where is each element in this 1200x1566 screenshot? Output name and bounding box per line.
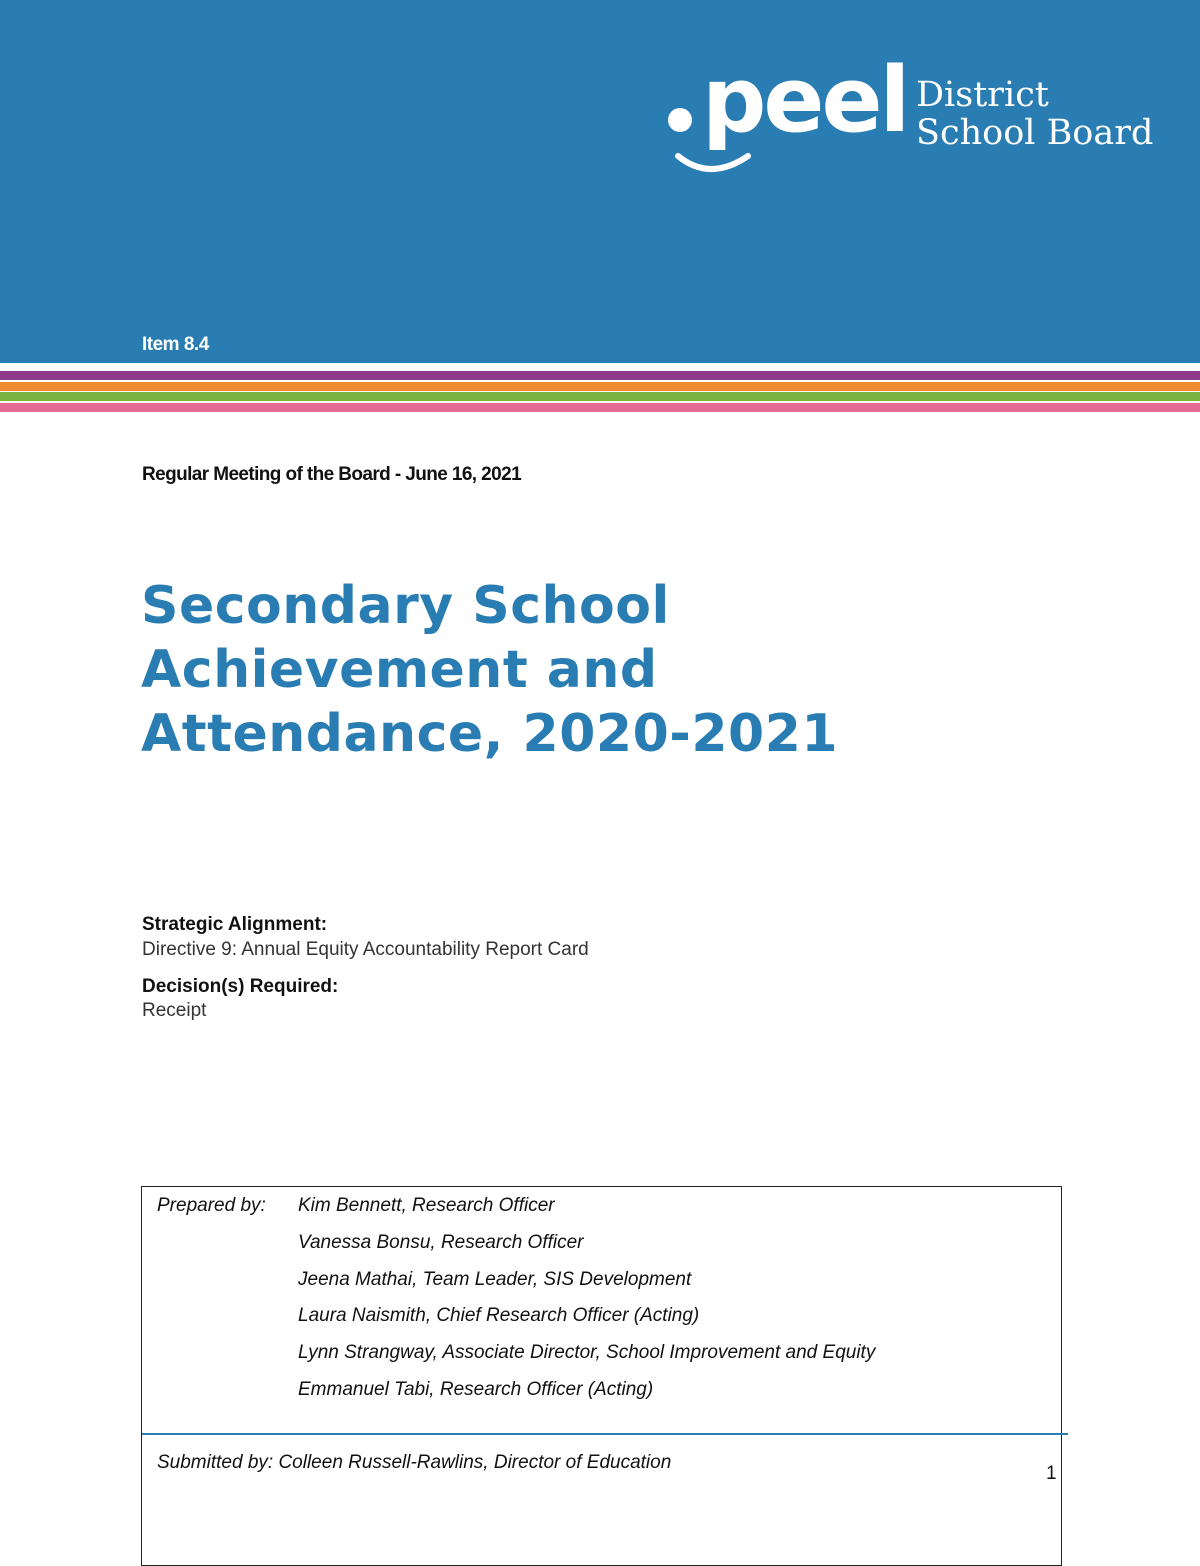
prepared-by-label: Prepared by: [157,1195,266,1216]
preparer-name: Vanessa Bonsu, Research Officer [298,1232,584,1253]
peel-logo [660,48,1160,192]
authorship-divider [142,1433,1068,1435]
title-line-3: Attendance, 2020-2021 [141,704,839,764]
logo-line-school-board: School Board [916,113,1154,153]
decision-required-value: Receipt [142,1000,207,1021]
preparer-name: Lynn Strangway, Associate Director, School Improvement and Equity [298,1342,876,1363]
title-line-1: Secondary School [141,576,670,636]
document-title [141,574,1041,766]
header-banner [0,0,1200,363]
preparer-name: Jeena Mathai, Team Leader, SIS Development [298,1269,692,1290]
stripe-purple [0,371,1200,380]
logo-wordmark: peel [702,48,908,153]
stripe-green [0,392,1200,401]
meeting-line: Regular Meeting of the Board - June 16, 2021 [142,464,522,485]
stripe-pink [0,403,1200,412]
item-number: Item 8.4 [142,334,209,355]
logo-line-district: District [916,75,1049,115]
preparer-name: Emmanuel Tabi, Research Officer (Acting) [298,1379,654,1400]
page-number: 1 [1046,1463,1057,1484]
authorship-box [141,1186,1062,1566]
logo-smile-icon [660,142,770,182]
decision-required-label: Decision(s) Required: [142,976,339,997]
title-line-2: Achievement and [141,640,658,700]
logo-dot-icon [668,108,692,132]
stripe-orange [0,382,1200,391]
submitted-by: Submitted by: Colleen Russell-Rawlins, Director of Education [157,1452,672,1473]
logo-organization-name [916,76,1153,152]
preparer-name: Laura Naismith, Chief Research Officer (Acting) [298,1305,700,1326]
strategic-alignment-value: Directive 9: Annual Equity Accountability Report Card [142,939,589,960]
strategic-alignment-label: Strategic Alignment: [142,914,328,935]
preparer-name: Kim Bennett, Research Officer [298,1195,555,1216]
